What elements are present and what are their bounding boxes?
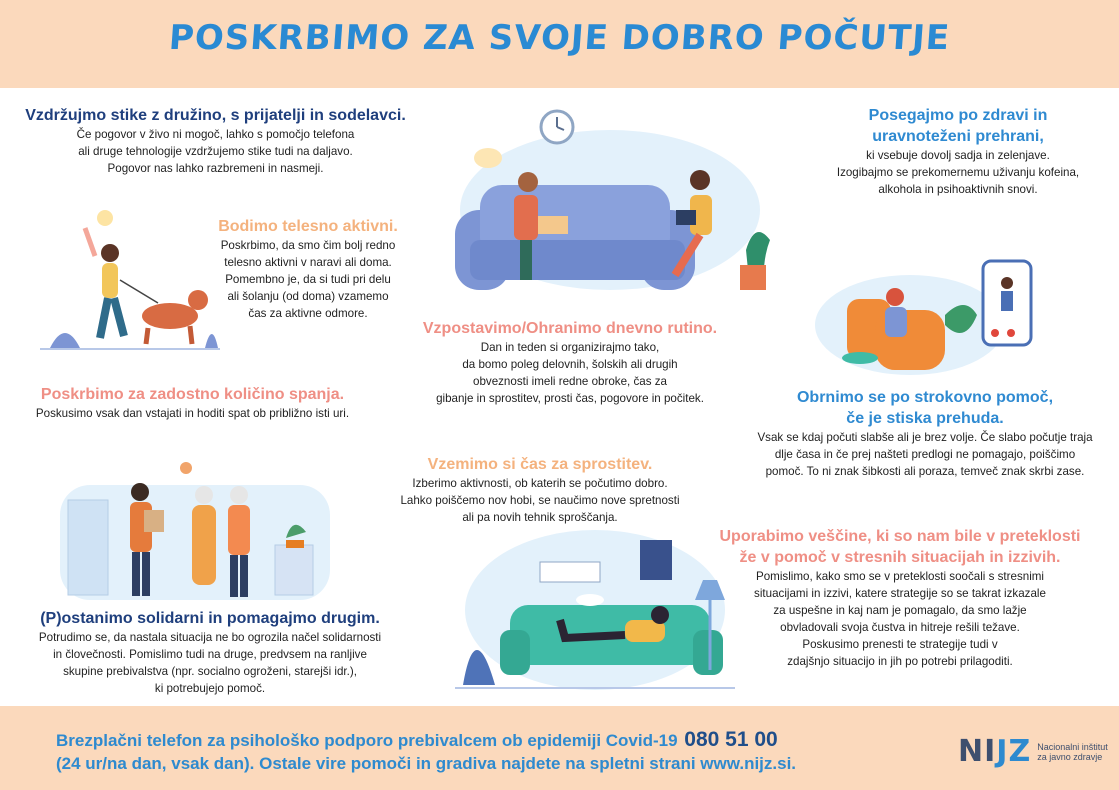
section-text-line: Izberimo aktivnosti, ob katerih se počutimo dobro. [412,477,668,490]
section-heading: Vzpostavimo/Ohranimo dnevno rutino. [422,320,718,337]
section-text-line: Vsak se kdaj počuti slabše ali je brez volje. Če slabo počutje traja [757,431,1093,444]
section-solidarity [15,608,405,697]
nijz-logo [958,734,1108,769]
section-text-line: in človečnosti. Pomislimo tudi na druge, predvsem na ranljive [53,648,367,661]
section-heading: če je stiska prehuda. [846,410,1004,427]
section-text-line: ki vsebuje dovolj sadja in zelenjave. [866,149,1050,162]
section-heading: Obrnimo se po strokovno pomoč, [796,389,1054,406]
footer-band [0,706,1119,790]
illustration-reading-on-sofa [455,520,735,695]
logo-mark [958,734,1031,769]
logo-text-line: za javno zdravje [1037,751,1103,762]
section-text-line: Izogibajmo se prekomernemu uživanju kofeina, [836,166,1080,179]
illustration-dog-walk [40,208,220,353]
section-text-line: alkohola in psihoaktivnih snovi. [878,183,1038,196]
section-text-line: Pogovor nas lahko razbremeni in nasmeji. [107,162,324,175]
section-text-line: situacijami in izzivi, katere strategije so se takrat izkazale [754,587,1046,600]
logo-text [1037,742,1108,762]
section-text-line: zdajšnjo situacijo in jih po potrebi prilagoditi. [787,655,1013,668]
helpline-description: Brezplačni telefon za psihološko podporo prebivalcem ob epidemiji Covid-19 [56,731,678,750]
section-relaxation [380,454,700,526]
section-text-line: gibanje in sprostitev, prosti čas, pogovore in počitek. [436,392,704,405]
section-family-contact [18,105,413,177]
section-heading: Vzemimo si čas za sprostitev. [427,456,653,473]
section-heading: uravnoteženi prehrani, [872,128,1044,145]
section-text-line: Pomembno je, da si tudi pri delu [225,273,391,286]
section-text-line: dlje časa in če prej našteti predlogi ne pomagajo, poiščimo [774,448,1076,461]
section-daily-routine [400,318,740,407]
section-heading: Posegajmo po zdravi in [868,107,1048,124]
section-text-line: Potrudimo se, da nastala situacija ne bo ogrozila načel solidarnosti [38,631,382,644]
section-heading: Vzdržujmo stike z družino, s prijatelji in sodelavci. [25,107,406,124]
helpline-phone: 080 51 00 [684,728,778,751]
helpline-text [56,728,778,752]
section-heading: Uporabimo veščine, ki so nam bile v preteklosti [719,528,1081,545]
section-text-line: ki potrebujejo pomoč. [154,682,266,695]
section-text-line: pomoč. To ni znak šibkosti ali poraza, temveč znak skrbi zase. [765,465,1085,478]
section-text-line: Pomislimo, kako smo se v preteklosti soočali s stresnimi [756,570,1044,583]
section-text-line: Poskrbimo, da smo čim bolj redno [220,239,396,252]
illustration-friends-on-sofa [450,100,780,295]
logo-text-line: Nacionalni inštitut [1037,741,1108,752]
section-sleep [15,384,370,422]
logo-mark-a: NI [958,734,997,769]
section-text-line: Če pogovor v živo ni mogoč, lahko s pomočjo telefona [76,128,355,141]
section-text-line: čas za aktivne odmore. [248,307,368,320]
section-professional-help [740,387,1110,480]
section-text-line: ali druge tehnologije vzdržujemo stike tudi na daljavo. [78,145,353,158]
section-text-line: telesno aktivni v naravi ali doma. [224,256,392,269]
section-text-line: ali šolanju (od doma) vzamemo [227,290,389,303]
section-text-line: da bomo poleg delovnih, šolskih ali drugih [462,358,678,371]
logo-mark-b: JZ [996,734,1032,769]
illustration-video-call [815,255,1035,375]
section-text-line: obveznosti imeli redne obroke, čas za [473,375,667,388]
section-physical-activity [208,216,408,322]
section-heading: (P)ostanimo solidarni in pomagajmo drugim. [40,610,380,627]
footer-resources-text: (24 ur/na dan, vsak dan). Ostale vire pomoči in gradiva najdete na spletni strani www.nijz.si. [56,754,797,773]
section-text-line: Dan in teden si organizirajmo tako, [480,341,660,354]
section-text-line: Poskusimo vsak dan vstajati in hoditi spat ob približno isti uri. [35,407,350,420]
section-text-line: Poskusimo prenesti te strategije tudi v [802,638,998,651]
section-heading: Bodimo telesno aktivni. [218,218,398,235]
section-text-line: ali pa novih tehnik sproščanja. [462,511,618,524]
section-text-line: obvladovali svoja čustva in hitreje rešili težave. [780,621,1020,634]
illustration-helping-elderly [60,460,330,600]
section-healthy-diet [800,105,1116,198]
section-past-skills [700,526,1100,670]
section-text-line: skupine prebivalstva (npr. socialno ogroženi, starejši idr.), [63,665,357,678]
section-heading: Poskrbimo za zadostno količino spanja. [40,386,345,403]
section-text-line: Lahko poiščemo nov hobi, se naučimo nove spretnosti [400,494,680,507]
page-title: POSKRBIMO ZA SVOJE DOBRO POČUTJE [167,18,952,58]
section-heading: že v pomoč v stresnih situacijah in izzivih. [739,549,1061,566]
section-text-line: za uspešne in kaj nam je pomagalo, da smo lažje [773,604,1027,617]
